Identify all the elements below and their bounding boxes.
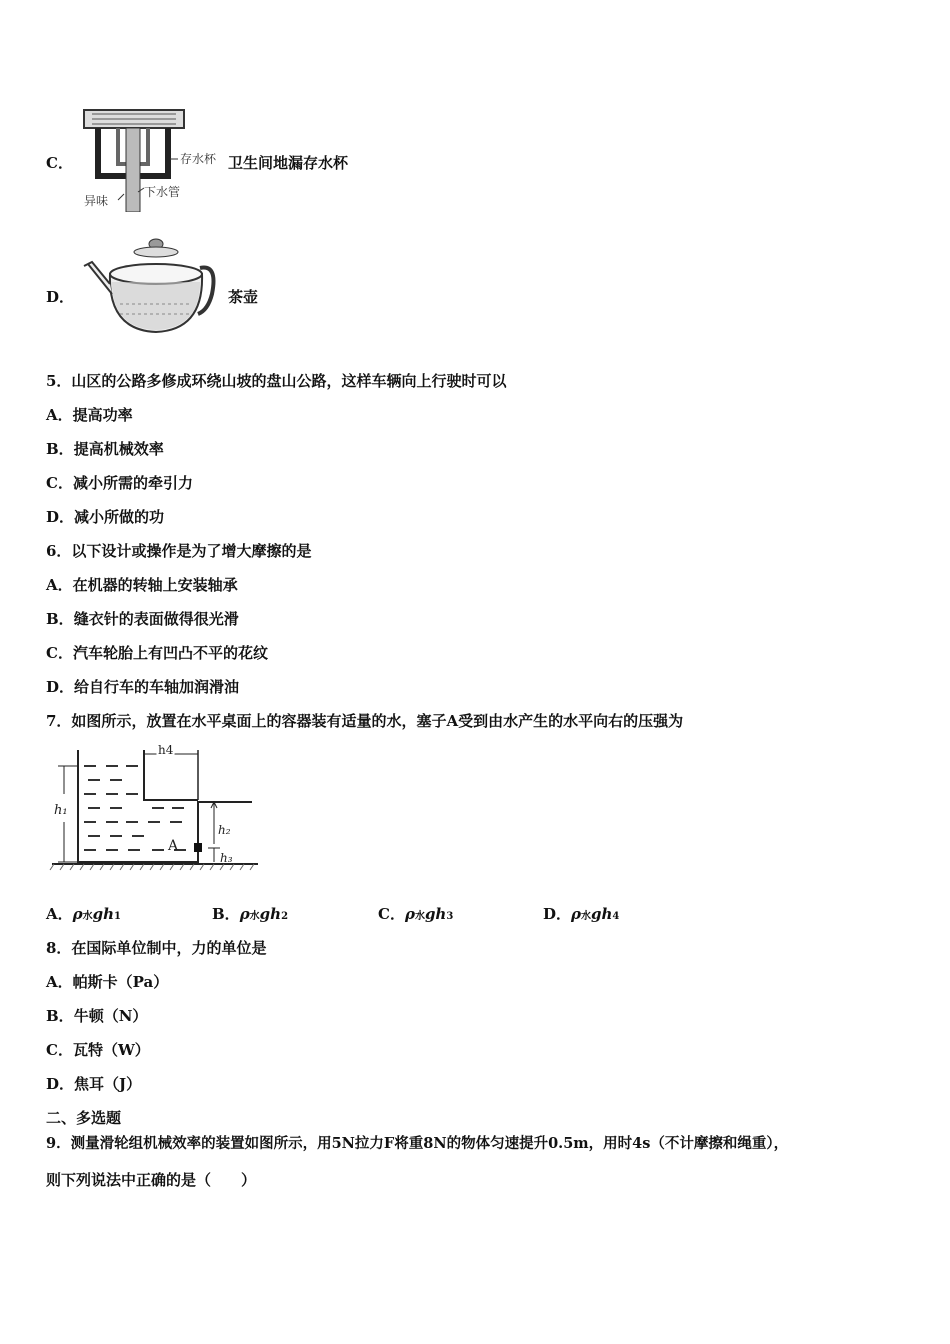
q9-stem-line2: 则下列说法中正确的是（ ） — [46, 1171, 257, 1189]
option-text: 瓦特（W） — [72, 1041, 150, 1059]
h1-label: h₁ — [54, 803, 68, 818]
option-text: 提高功率 — [72, 406, 133, 424]
q8-option-a — [46, 971, 168, 992]
q8-option-c — [46, 1039, 150, 1060]
option-text: 缝衣针的表面做得很光滑 — [73, 610, 239, 628]
option-text: 帕斯卡（Pa） — [72, 973, 169, 991]
q5-option-c — [46, 472, 193, 493]
option-letter: B． — [46, 1007, 74, 1025]
q5-option-d — [46, 506, 164, 527]
option-text: 在机器的转轴上安装轴承 — [72, 576, 238, 594]
section-title: 二、多选题 — [46, 1109, 122, 1127]
option-text: 汽车轮胎上有凹凸不平的花纹 — [72, 644, 268, 662]
q4-option-d-text: 茶壶 — [228, 288, 259, 306]
option-text: 牛顿（N） — [73, 1007, 148, 1025]
q4-option-d-letter: D． — [46, 288, 75, 306]
option-letter: C． — [46, 1041, 73, 1059]
option-text: 给自行车的车轴加润滑油 — [74, 678, 240, 696]
q8-option-d — [46, 1073, 141, 1094]
option-letter: A． — [46, 406, 73, 424]
option-letter: D． — [46, 508, 75, 526]
q4-option-c-text: 卫生间地漏存水杯 — [228, 154, 349, 172]
q4-option-c-letter: C． — [46, 154, 73, 172]
q8-option-b — [46, 1005, 147, 1026]
option-letter: C． — [46, 644, 73, 662]
option-text: 减小所做的功 — [74, 508, 165, 526]
option-letter: D． — [46, 678, 75, 696]
q7-option-d: D．ρ水gh4 — [543, 905, 620, 923]
q8-stem: 8．在国际单位制中，力的单位是 — [46, 939, 267, 957]
q7-stem: 7．如图所示，放置在水平桌面上的容器装有适量的水，塞子A受到由水产生的水平向右的压强为 — [46, 712, 684, 730]
q7-options — [0, 903, 950, 923]
option-text: 提高机械效率 — [73, 440, 164, 458]
q6-option-c — [46, 642, 268, 663]
h3-label: h₃ — [220, 851, 233, 865]
plug-a-label: A — [168, 838, 179, 854]
q6-stem: 6．以下设计或操作是为了增大摩擦的是 — [46, 542, 312, 560]
q7-option-b: B．ρ水gh2 — [212, 905, 289, 923]
h2-label: h₂ — [218, 823, 231, 837]
q7-option-c: C．ρ水gh3 — [378, 905, 454, 923]
q6-option-b — [46, 608, 239, 629]
container-figure — [48, 742, 260, 876]
floor-drain-figure — [78, 104, 228, 212]
q5-option-a — [46, 404, 133, 425]
option-letter: B． — [46, 610, 74, 628]
odor-label: 异味 — [84, 194, 109, 208]
q7-option-a: A．ρ水gh1 — [46, 905, 121, 923]
option-text: 减小所需的牵引力 — [72, 474, 193, 492]
option-letter: A． — [46, 576, 73, 594]
cup-label: 存水杯 — [180, 152, 217, 166]
option-text: 焦耳（J） — [74, 1075, 142, 1093]
q6-option-a — [46, 574, 238, 595]
option-letter: B． — [46, 440, 74, 458]
q5-stem: 5．山区的公路多修成环绕山坡的盘山公路，这样车辆向上行驶时可以 — [46, 372, 507, 390]
h4-label: h4 — [158, 743, 174, 757]
option-letter: D． — [46, 1075, 75, 1093]
pipe-label: 下水管 — [144, 185, 181, 199]
q5-option-b — [46, 438, 164, 459]
option-letter: A． — [46, 973, 73, 991]
option-letter: C． — [46, 474, 73, 492]
teapot-figure — [80, 234, 220, 338]
q9-stem-line1: 9．测量滑轮组机械效率的装置如图所示，用5N拉力F将重8N的物体匀速提升0.5m，用时4s（不计摩擦和绳重）， — [46, 1135, 789, 1152]
q6-option-d — [46, 676, 239, 697]
